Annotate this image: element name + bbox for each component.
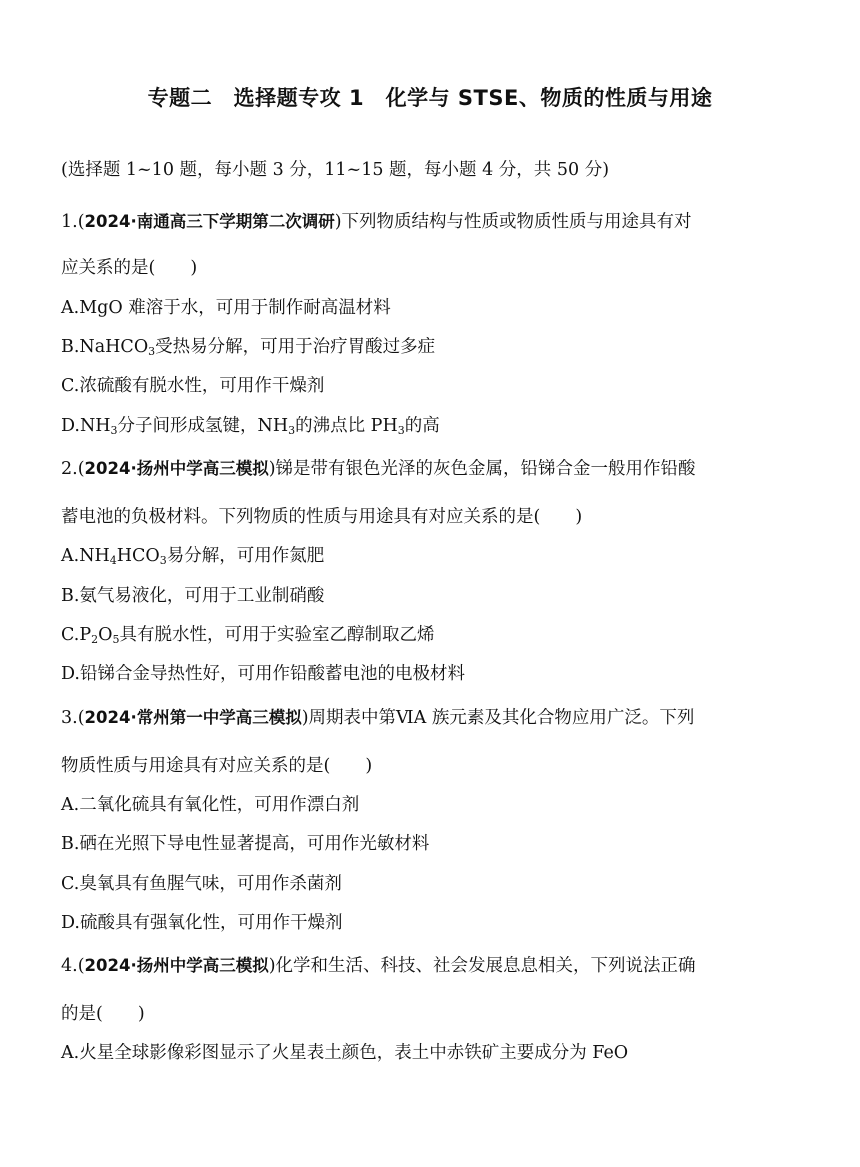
question-1-stem-line-2: 应关系的是( ): [61, 258, 198, 278]
formula-text: C.P: [61, 625, 92, 645]
formula-subscript: 2: [91, 633, 99, 646]
question-2-stem-line-2: 蓄电池的负极材料。下列物质的性质与用途具有对应关系的是( ): [61, 507, 583, 527]
formula-subscript: 3: [288, 424, 296, 437]
question-1-stem-line-1: [61, 210, 692, 234]
option-text: 分子间形成氢键，NH: [117, 416, 289, 436]
question-1-option-a: A.MgO 难溶于水，可用于制作耐高温材料: [61, 298, 391, 318]
option-text: 易分解，可用作氮肥: [166, 546, 325, 566]
formula-subscript: 3: [397, 424, 405, 437]
question-3-source: 2024·常州第一中学高三模拟: [84, 708, 302, 727]
instructions: (选择题 1~10 题，每小题 3 分，11~15 题，每小题 4 分，共 50 分): [61, 160, 610, 180]
question-2-stem-line-1: [61, 457, 696, 481]
option-text: 具有脱水性，可用于实验室乙醇制取乙烯: [119, 625, 435, 645]
question-4-source: 2024·扬州中学高三模拟: [84, 956, 269, 975]
question-1-source: 2024·南通高三下学期第二次调研: [84, 212, 335, 231]
question-1-option-d: [61, 414, 440, 438]
formula-text: D.NH: [61, 416, 111, 436]
formula-subscript: 3: [110, 424, 118, 437]
question-3-option-b: B.硒在光照下导电性显著提高，可用作光敏材料: [61, 834, 430, 854]
question-2-option-a: [61, 544, 324, 568]
formula-text: B.NaHCO: [61, 337, 149, 357]
question-4-stem-line-1: [61, 954, 696, 978]
question-1-stem-text: )下列物质结构与性质或物质性质与用途具有对: [334, 212, 692, 232]
question-3-stem-text: )周期表中第ⅥA 族元素及其化合物应用广泛。下列: [301, 708, 695, 728]
question-3-number: 3.(: [61, 708, 85, 728]
question-3-option-d: D.硫酸具有强氧化性，可用作干燥剂: [61, 913, 343, 933]
question-3-stem-line-2: 物质性质与用途具有对应关系的是( ): [61, 756, 373, 776]
question-2-number: 2.(: [61, 459, 85, 479]
question-1-option-b: [61, 335, 435, 359]
formula-subscript: 3: [148, 345, 156, 358]
question-4-number: 4.(: [61, 956, 85, 976]
formula-subscript: 5: [112, 633, 120, 646]
formula-text: O: [98, 625, 113, 645]
page-title: 专题二 选择题专攻 1 化学与 STSE、物质的性质与用途: [147, 86, 713, 110]
option-text: 的高: [404, 416, 440, 436]
question-3-option-a: A.二氧化硫具有氧化性，可用作漂白剂: [61, 795, 360, 815]
question-1-option-c: C.浓硫酸有脱水性，可用作干燥剂: [61, 376, 325, 396]
question-2-stem-text: )锑是带有银色光泽的灰色金属，铅锑合金一般用作铅酸: [268, 459, 696, 479]
formula-text: A.NH: [61, 546, 110, 566]
question-3-option-c: C.臭氧具有鱼腥气味，可用作杀菌剂: [61, 874, 342, 894]
question-2-source: 2024·扬州中学高三模拟: [84, 459, 269, 478]
formula-text: HCO: [116, 546, 160, 566]
question-4-stem-line-2: 的是( ): [61, 1004, 145, 1024]
question-4-option-a: A.火星全球影像彩图显示了火星表土颜色，表土中赤铁矿主要成分为 FeO: [61, 1043, 629, 1063]
question-3-stem-line-1: [61, 706, 694, 730]
option-text: 的沸点比 PH: [295, 416, 398, 436]
question-4-stem-text: )化学和生活、科技、社会发展息息相关，下列说法正确: [268, 956, 696, 976]
option-text: 受热易分解，可用于治疗胃酸过多症: [155, 337, 436, 357]
question-1-number: 1.(: [61, 212, 85, 232]
question-2-option-d: D.铅锑合金导热性好，可用作铅酸蓄电池的电极材料: [61, 664, 465, 684]
formula-subscript: 3: [159, 554, 167, 567]
formula-subscript: 4: [109, 554, 117, 567]
question-2-option-c: [61, 623, 434, 647]
question-2-option-b: B.氨气易液化，可用于工业制硝酸: [61, 586, 325, 606]
